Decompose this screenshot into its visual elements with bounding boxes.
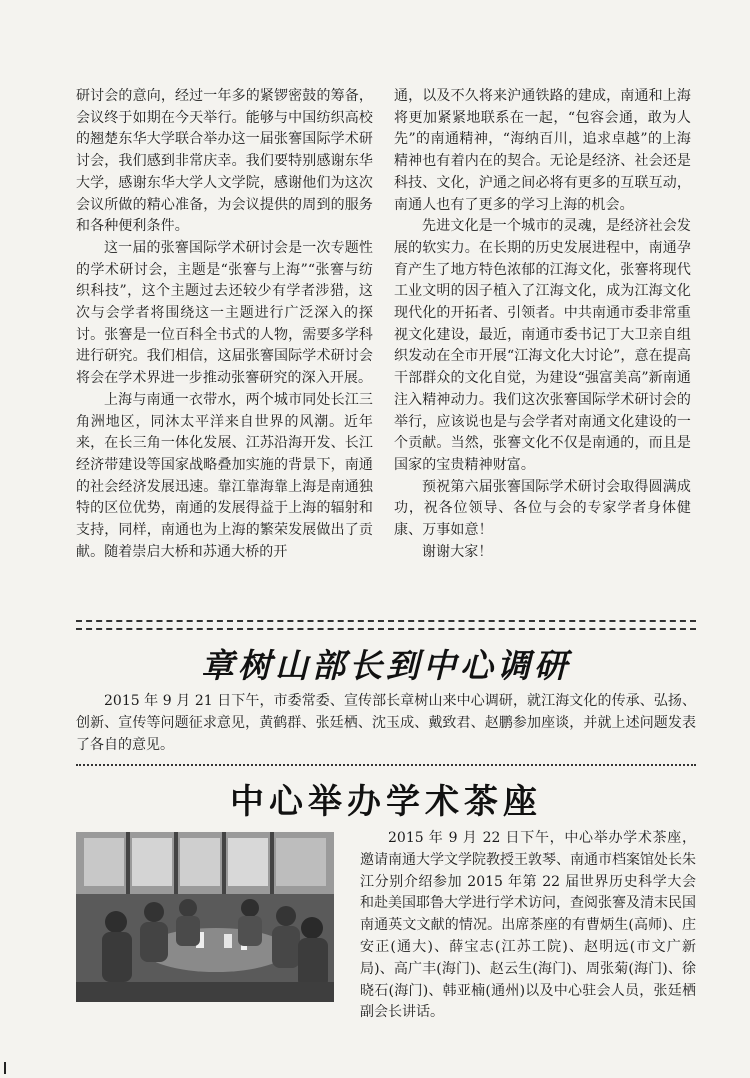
- paragraph: 先进文化是一个城市的灵魂，是经济社会发展的软实力。在长期的历史发展进程中，南通孕育产生了地方特色浓郁的江海文化，张謇将现代工业文明的因子植入了江海文化，成为江海文化现代化的开拓者、引领者。中共南通市委非常重视文化建设，最近，南通市委书记丁大卫亲自组织发动在全市开展“江海文化大讨论”，意在提高干部群众的文化自觉，为建设“强富美高”新南通注入精神动力。我们这次张謇国际学术研讨会的举行，应该说也是与会学者对南通文化建设的一个贡献。当然，张謇文化不仅是南通的，而且是国家的宝贵精神财富。: [394, 218, 691, 473]
- paragraph: 上海与南通一衣带水，两个城市同处长江三角洲地区，同沐太平洋来自世界的风潮。近年来，在长三角一体化发展、江苏沿海开发、长江经济带建设等国家战略叠加实施的背景下，南通的社会经济发展迅速。靠江靠海靠上海是南通独特的区位优势，南通的发展得益于上海的辐射和支持，同样，南通也为上海的繁荣发展做出了贡献。随着崇启大桥和苏通大桥的开: [76, 391, 373, 560]
- left-column: [76, 86, 373, 563]
- news-body: 2015 年 9 月 22 日下午，中心举办学术茶座，邀请南通大学文学院教授王敦琴、南通市档案馆处长朱江分别介绍参加 2015 年第 22 届世界历史科学大会和赴美国耶鲁大学进行学术访问，查阅张謇及清末民国南通英文文献的情况。出席茶座的有曹炳生(高师)、庄安正(通大)、薛宝志(江苏工院)、赵明远(市文广新局)、高广丰(海门)、赵云生(海门)、周张菊(海门)、徐晓石(海门)、韩亚楠(通州)以及中心驻会人员，张廷栖副会长讲话。: [360, 830, 696, 1021]
- meeting-photo: [76, 832, 334, 1002]
- news-headline: 中心举办学术茶座: [230, 782, 542, 822]
- news-body: 2015 年 9 月 21 日下午，市委常委、宣传部长章树山来中心调研，就江海文化的传承、弘扬、创新、宣传等问题征求意见，黄鹤群、张廷栖、沈玉成、戴致君、赵鹏参加座谈，并就上述问题发表了各自的意见。: [76, 693, 696, 753]
- news-headline: 章树山部长到中心调研: [201, 646, 571, 685]
- section-divider: [76, 764, 696, 766]
- paragraph: 研讨会的意向，经过一年多的紧锣密鼓的筹备，会议终于如期在今天举行。能够与中国纺织高校的翘楚东华大学联合举办这一届张謇国际学术研讨会，我们感到非常庆幸。我们要特别感谢东华大学，感谢东华大学人文学院，感谢他们为这次会议所做的精心准备，为会议提供的周到的服务和各种便利条件。: [76, 88, 373, 235]
- page-edge-mark: [4, 1062, 6, 1074]
- paragraph: 通，以及不久将来沪通铁路的建成，南通和上海将更加紧紧地联系在一起，“包容会通，敢为人先”的南通精神，“海纳百川，追求卓越”的上海精神也有着内在的契合。无论是经济、社会还是科技、文化，沪通之间必将有更多的互联互动，南通人也有了更多的学习上海的机会。: [394, 88, 691, 213]
- paragraph: 这一届的张謇国际学术研讨会是一次专题性的学术研讨会，主题是“张謇与上海”“张謇与纺织科技”，这个主题过去还较少有学者涉猎，这次与会学者将围绕这一主题进行广泛深入的探讨。张謇是一位百科全书式的人物，需要多学科进行研究。我们相信，这届张謇国际学术研讨会将会在学术界进一步推动张謇研究的深入开展。: [76, 239, 373, 387]
- closing-line: 谢谢大家！: [422, 543, 493, 560]
- section-divider: [76, 620, 696, 630]
- paragraph: 预祝第六届张謇国际学术研讨会取得圆满成功，祝各位领导、各位与会的专家学者身体健康、万事如意！: [394, 478, 691, 539]
- right-column: [394, 86, 691, 563]
